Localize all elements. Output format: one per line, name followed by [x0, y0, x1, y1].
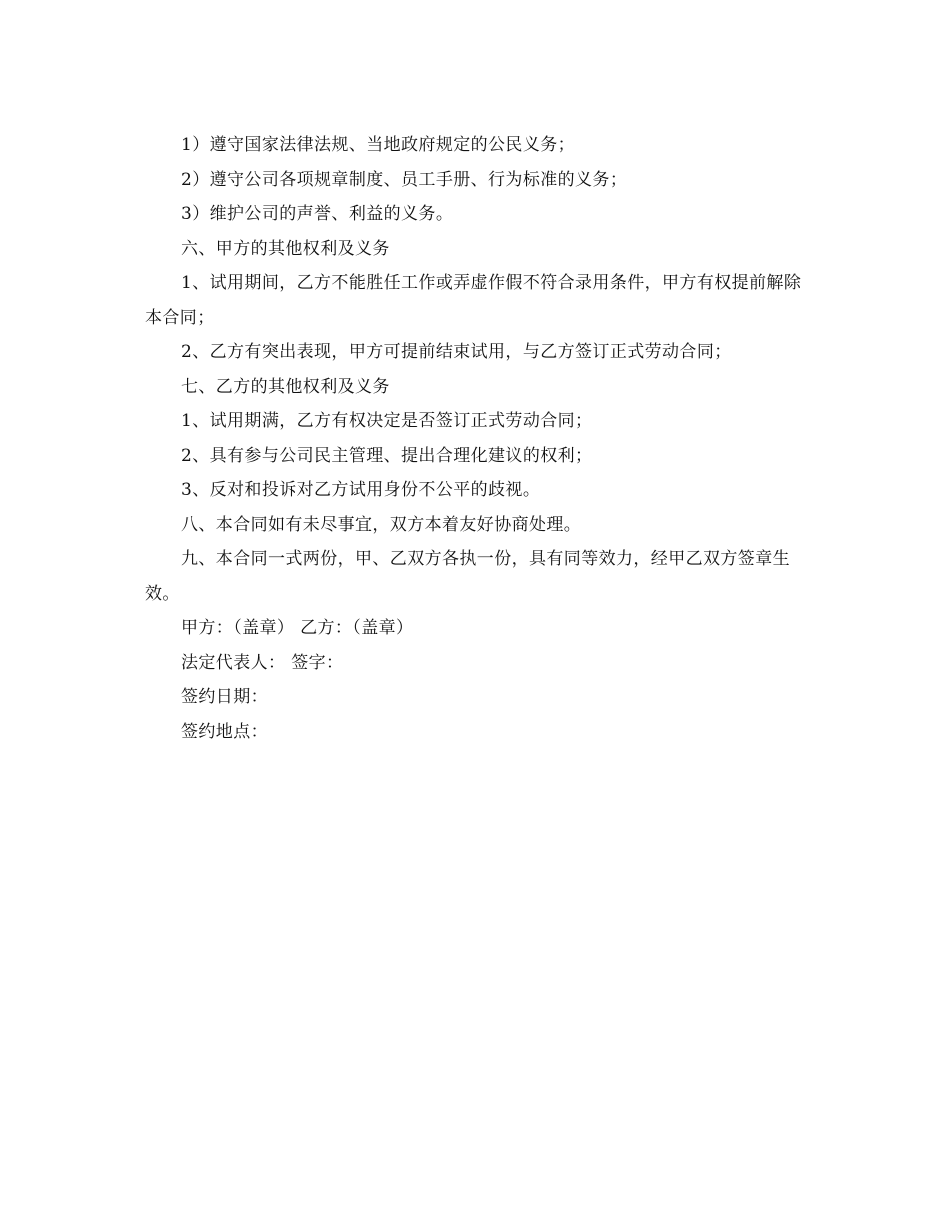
clause-1-citizen-duty: 1）遵守国家法律法规、当地政府规定的公民义务；: [181, 135, 576, 155]
signature-representative: 法定代表人： 签字：: [181, 652, 344, 673]
section-9: 九、本合同一式两份，甲、乙双方各执一份，具有同等效力，经甲乙双方签章生效。: [145, 549, 790, 604]
section-6-item-2: 2、乙方有突出表现，甲方可提前结束试用，与乙方签订正式劳动合同；: [181, 342, 732, 362]
section-6-heading: 六、甲方的其他权利及义务: [181, 238, 390, 259]
section-7-heading: 七、乙方的其他权利及义务: [181, 376, 390, 397]
signature-parties: 甲方：（盖章） 乙方：（盖章）: [181, 618, 414, 638]
signing-place: 签约地点：: [181, 721, 268, 742]
section-7-item-1: 1、试用期满，乙方有权决定是否签订正式劳动合同；: [181, 411, 593, 431]
section-6-item-1: 1、试用期间，乙方不能胜任工作或弄虚作假不符合录用条件，甲方有权提前解除本合同；: [145, 273, 802, 328]
section-8: 八、本合同如有未尽事宜，双方本着友好协商处理。: [181, 514, 582, 535]
document-page: [145, 128, 810, 749]
section-7-item-2: 2、具有参与公司民主管理、提出合理化建议的权利；: [181, 445, 593, 466]
signing-date: 签约日期：: [181, 687, 268, 707]
section-7-item-3: 3、反对和投诉对乙方试用身份不公平的歧视。: [181, 480, 541, 500]
clause-2-company-rules: 2）遵守公司各项规章制度、员工手册、行为标准的义务；: [181, 169, 628, 190]
clause-3-reputation: 3）维护公司的声誉、利益的义务。: [181, 204, 454, 224]
